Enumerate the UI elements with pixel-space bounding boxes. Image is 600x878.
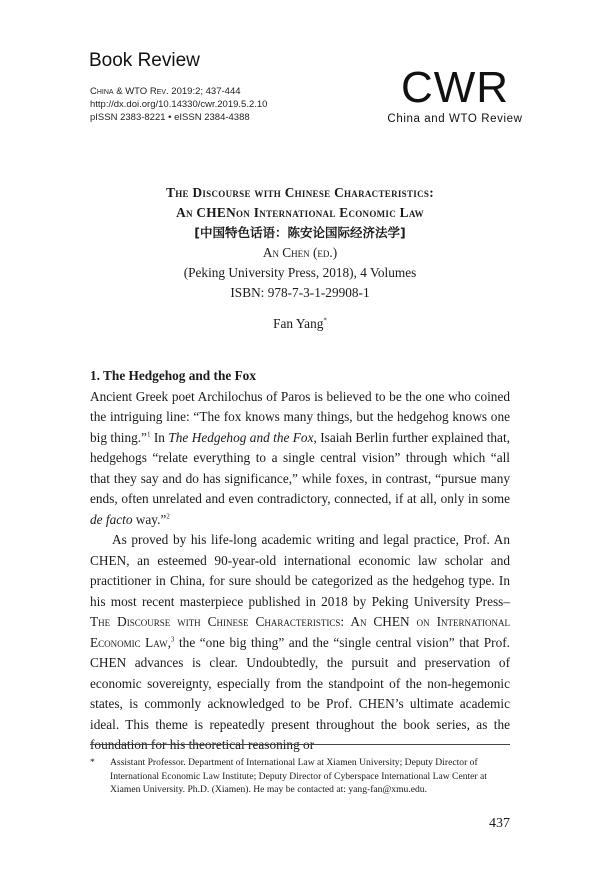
footnote-ref-3[interactable]: 3 [170,635,175,644]
book-publisher: (Peking University Press, 2018), 4 Volumes [183,265,417,280]
p1-text-b: In [150,429,169,445]
section-label: Book Review [89,50,200,71]
title-line-2: An CHENon International Economic Law [176,205,424,220]
issn: pISSN 2383-8221 • eISSN 2384-4388 [90,112,250,123]
title-line-1: The Discourse with Chinese Characteristics: [166,185,434,200]
journal-logo [380,63,530,125]
p2-text-c: the “one big thing” and the “single central vision” that Prof. CHEN advances is clear. Undoubtedly, the pursuit and preservation of economic sovereignty, especially from the standpoint of the non-hegemonic states, is commonly acknowledged to be Prof. CHEN’s ultimate academic ideal. This theme is repeatedly present throughout the book series, as the foundation for his theoretical reasoning or [90,634,510,752]
author-name: Fan Yang [273,316,324,331]
footnote [90,756,510,797]
p1-text-a: Ancient Greek poet Archilochus of Paros is believed to be the one who coined the intriguing line: “The fox knows many things, but the hedgehog knows one big thing.” [90,388,510,445]
section-heading: 1. The Hedgehog and the Fox [90,368,256,383]
p1-text-c: , Isaiah Berlin further explained that, hedgehogs “relate everything to a single central vision” through which “all that they say and do has significance,” while foxes, in contrast, “pursue many ends, often unrelated and even contradictory, connected, if at all, only in some [90,429,510,506]
p2-text-b: , [167,634,171,650]
logo-acronym: CWR [400,63,510,112]
title-chinese: [中国特色话语：陈安论国际经济法学] [194,225,406,240]
book-isbn: ISBN: 978-7-3-1-29908-1 [230,285,370,300]
paragraph-2 [90,530,510,756]
book-editor: An Chen (ed.) [262,245,338,260]
journal-name: China & WTO Rev. [90,86,169,97]
p1-italic: de facto [90,511,133,527]
p1-text-d: way.” [132,511,167,527]
journal-meta [90,85,267,124]
volume-pages: 2019:2; 437-444 [168,86,241,97]
paragraph-1 [90,387,510,531]
page-number: 437 [489,816,510,831]
p1-book-title: The Hedgehog and the Fox [168,429,314,445]
footnote-text: Assistant Professor. Department of International Law at Xiamen University; Deputy Director of International Economic Law Institute; Deputy Director of Cyberspace International Law Center at Xiamen University. Ph.D. (Xiamen). He may be contacted at: yang-fan@xmu.edu. [110,757,487,795]
p2-text-a: As proved by his life-long academic writing and legal practice, Prof. An CHEN, an esteemed 90-year-old international economic law scholar and practitioner in China, for sure should be categorized as the hedgehog type. In his most recent masterpiece published in 2018 by Peking University Press– [90,532,510,609]
review-author [90,316,510,332]
footnote-ref-1[interactable]: 1 [146,430,151,439]
author-footnote-mark[interactable]: * [323,316,327,325]
citation [90,85,267,98]
logo-fullname: China and WTO Review [387,113,523,125]
footnote-ref-2[interactable]: 2 [166,512,170,521]
footnote-mark: * [90,757,95,768]
doi-link[interactable]: http://dx.doi.org/10.14330/cwr.2019.5.2.10 [90,99,268,110]
footnote-divider [90,744,510,745]
article-body [90,366,510,756]
book-title-block [90,183,510,303]
p2-book-title: The Discourse with Chinese Characteristics: An CHEN on International Economic Law [90,614,510,650]
